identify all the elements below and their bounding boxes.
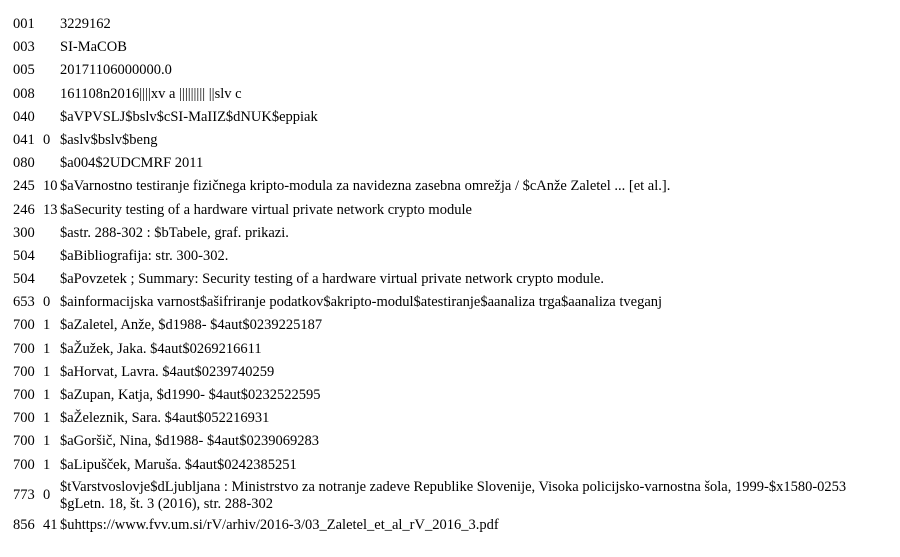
field-tag [0, 202, 60, 219]
tag-number: 700 [13, 410, 35, 427]
field-tag [0, 364, 60, 381]
field-content-line: $aHorvat, Lavra. $4aut$0239740259 [60, 363, 275, 380]
marc-field-008 [0, 86, 900, 103]
field-tag [0, 479, 60, 504]
marc-field-856 [0, 517, 900, 534]
tag-number: 008 [13, 85, 35, 102]
field-content-line: $a004$2UDCMRF 2011 [60, 155, 204, 172]
field-content-line: $aBibliografija: str. 300-302. [60, 247, 229, 264]
field-tag [0, 248, 60, 265]
field-content-line: $uhttps://www.fvv.um.si/rV/arhiv/2016-3/03_Zaletel_et_al_rV_2016_3.pdf [60, 516, 499, 533]
marc-field-700 [0, 433, 900, 450]
tag-number: 700 [13, 317, 35, 334]
indicators: 13 [43, 201, 58, 218]
field-tag [0, 16, 60, 33]
field-content [60, 410, 900, 427]
marc-field-504 [0, 271, 900, 288]
marc-field-773 [0, 479, 900, 513]
field-content [60, 364, 900, 381]
tag-number: 700 [13, 433, 35, 450]
marc-field-001 [0, 16, 900, 33]
tag-number: 245 [13, 178, 35, 195]
field-tag [0, 517, 60, 534]
field-content-line: 20171106000000.0 [60, 62, 172, 79]
field-content [60, 457, 900, 474]
marc-field-040 [0, 109, 900, 126]
marc-field-700 [0, 410, 900, 427]
tag-number: 005 [13, 62, 35, 79]
marc-field-653 [0, 294, 900, 311]
field-content-line: SI-MaCOB [60, 39, 127, 56]
marc-field-504 [0, 248, 900, 265]
field-content [60, 433, 900, 450]
field-content [60, 387, 900, 404]
tag-number: 700 [13, 387, 35, 403]
field-content-line: $aPovzetek ; Summary: Security testing of a hardware virtual private network crypto module. [60, 271, 604, 288]
field-content [60, 517, 900, 534]
field-content [60, 294, 900, 311]
field-content [60, 341, 900, 358]
field-content [60, 39, 900, 56]
field-tag [0, 271, 60, 288]
field-tag [0, 155, 60, 172]
field-tag [0, 178, 60, 195]
tag-number: 300 [13, 224, 35, 241]
marc-field-700 [0, 387, 900, 404]
tag-number: 700 [13, 456, 35, 473]
field-tag [0, 86, 60, 103]
field-content-line: $aŽužek, Jaka. $4aut$0269216611 [60, 340, 262, 357]
field-content-line: $aZaletel, Anže, $d1988- $4aut$0239225187 [60, 317, 323, 334]
field-content [60, 317, 900, 334]
marc-field-700 [0, 317, 900, 334]
field-content [60, 62, 900, 79]
indicators: 0 [43, 294, 51, 311]
tag-number: 041 [13, 131, 35, 148]
tag-number: 700 [13, 340, 35, 357]
field-content [60, 16, 900, 33]
marc-field-700 [0, 364, 900, 381]
field-content-line: $aGoršič, Nina, $d1988- $4aut$0239069283 [60, 433, 319, 450]
indicators: 1 [43, 317, 51, 334]
field-content-line: $aŽeleznik, Sara. $4aut$052216931 [60, 410, 270, 427]
field-content [60, 479, 900, 513]
field-content-line: $aZupan, Katja, $d1990- $4aut$0232522595 [60, 387, 321, 403]
tag-number: 773 [13, 486, 35, 503]
tag-number: 856 [13, 516, 35, 533]
field-content-line: $aVarnostno testiranje fizičnega kripto-modula za navidezna zasebna omrežja / $cAnže Zaletel ... [et al.]. [60, 178, 671, 195]
tag-number: 504 [13, 247, 35, 264]
marc-field-080 [0, 155, 900, 172]
indicators: 10 [43, 178, 58, 195]
field-tag [0, 410, 60, 427]
field-tag [0, 62, 60, 79]
field-tag [0, 457, 60, 474]
marc-field-041 [0, 132, 900, 149]
marc-field-245 [0, 178, 900, 195]
indicators: 1 [43, 433, 51, 450]
field-tag [0, 132, 60, 149]
indicators: 0 [43, 131, 51, 148]
marc-field-246 [0, 202, 900, 219]
field-content [60, 225, 900, 242]
field-content [60, 271, 900, 288]
field-content-line: $aVPVSLJ$bslv$cSI-MaIIZ$dNUK$eppiak [60, 108, 318, 125]
field-tag [0, 294, 60, 311]
field-content [60, 109, 900, 126]
tag-number: 700 [13, 363, 35, 380]
field-content [60, 132, 900, 149]
field-tag [0, 225, 60, 242]
field-content [60, 86, 900, 103]
field-content-line: 161108n2016||||xv a ||||||||| ||slv c [60, 85, 242, 102]
tag-number: 040 [13, 108, 35, 125]
marc-field-003 [0, 39, 900, 56]
field-tag [0, 109, 60, 126]
field-tag [0, 387, 60, 404]
field-content-line: $tVarstvoslovje$dLjubljana : Ministrstvo za notranje zadeve Republike Slovenije, Visoka policijsko-varnostna šola, 1999-$x1580-0253 [60, 478, 847, 495]
field-tag [0, 317, 60, 334]
marc-field-300 [0, 225, 900, 242]
tag-number: 246 [13, 201, 35, 218]
field-content-line: $aslv$bslv$beng [60, 131, 158, 148]
field-content [60, 202, 900, 219]
field-content-line: $aLipušček, Maruša. $4aut$0242385251 [60, 456, 297, 473]
indicators: 41 [43, 516, 58, 533]
field-tag [0, 341, 60, 358]
field-content-line: $aSecurity testing of a hardware virtual private network crypto module [60, 201, 472, 218]
marc-field-700 [0, 341, 900, 358]
indicators: 1 [43, 387, 51, 403]
tag-number: 504 [13, 271, 35, 288]
field-content-line: 3229162 [60, 16, 111, 32]
field-tag [0, 39, 60, 56]
marc-field-700 [0, 457, 900, 474]
indicators: 1 [43, 456, 51, 473]
marc-record [0, 16, 900, 540]
field-content [60, 178, 900, 195]
marc-field-005 [0, 62, 900, 79]
field-tag [0, 433, 60, 450]
indicators: 1 [43, 410, 51, 427]
field-content-line: $gLetn. 18, št. 3 (2016), str. 288-302 [60, 495, 274, 512]
tag-number: 653 [13, 294, 35, 311]
field-content-line: $ainformacijska varnost$ašifriranje podatkov$akripto-modul$atestiranje$aanaliza trga$aanaliza tveganj [60, 294, 663, 311]
tag-number: 003 [13, 39, 35, 56]
tag-number: 080 [13, 155, 35, 172]
indicators: 1 [43, 363, 51, 380]
field-content [60, 248, 900, 265]
tag-number: 001 [13, 16, 35, 32]
indicators: 0 [43, 486, 51, 503]
indicators: 1 [43, 340, 51, 357]
field-content [60, 155, 900, 172]
field-content-line: $astr. 288-302 : $bTabele, graf. prikazi. [60, 224, 289, 241]
